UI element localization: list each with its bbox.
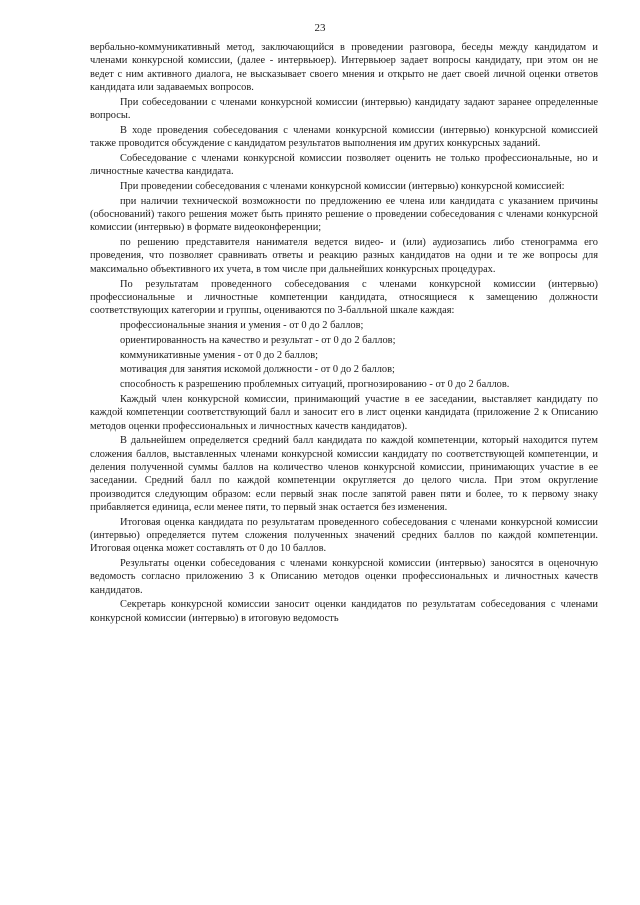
paragraph: По результатам проведенного собеседования с членами конкурсной комиссии (интервью) профессиональные и личностные компетенции кандидата, относящиеся к замещению должности соответствующих категории и группы, оцениваются по 3-балльной шкале каждая: <box>90 278 598 317</box>
paragraph: Итоговая оценка кандидата по результатам проведенного собеседования с членами конкурсной комиссии (интервью) определяется путем сложения полученных значений средних баллов по каждой компетенции. Итоговая оценка может составлять от 0 до 10 баллов. <box>90 516 598 555</box>
paragraph: коммуникативные умения - от 0 до 2 баллов; <box>120 349 318 361</box>
paragraph: Каждый член конкурсной комиссии, принимающий участие в ее заседании, выставляет кандидату по каждой компетенции соответствующий балл и заносит его в лист оценки кандидата (приложение 2 к Описанию методов оценки профессиональных и личностных качеств кандидатов). <box>90 393 598 432</box>
paragraph: При проведении собеседования с членами конкурсной комиссии (интервью) конкурсной комиссией: <box>120 180 565 192</box>
paragraph: Секретарь конкурсной комиссии заносит оценки кандидатов по результатам собеседования с членами конкурсной комиссии (интервью) в итоговую ведомость <box>90 599 598 624</box>
paragraph: вербально-коммуникативный метод, заключающийся в проведении разговора, беседы между кандидатом и членами конкурсной комиссии, (далее - интервьюер). Интервьюер задает вопросы кандидату, при этом он не ведет с ним активного диалога, не высказывает своего мнения и открыто не дает своей личной оценки ответов кандидата или задаваемых вопросов. <box>90 42 598 93</box>
page-number: 23 <box>314 22 326 34</box>
paragraph: При собеседовании с членами конкурсной комиссии (интервью) кандидату задают заранее определенные вопросы. <box>90 96 598 121</box>
paragraph: В ходе проведения собеседования с членами конкурсной комиссии (интервью) конкурсной комиссией также проводится обсуждение с кандидатом результатов выполнения им других конкурсных заданий. <box>90 124 598 150</box>
paragraph: профессиональные знания и умения - от 0 до 2 баллов; <box>120 319 364 331</box>
paragraph: при наличии технической возможности по предложению ее члена или кандидата с указанием причины (обоснований) такого решения может быть принято решение о проведении собеседования с членами конкурсной комиссии (интервью) в формате видеоконференции; <box>90 195 598 234</box>
document-body <box>90 41 598 625</box>
paragraph: мотивация для занятия искомой должности - от 0 до 2 баллов; <box>120 364 395 376</box>
paragraph: Собеседование с членами конкурсной комиссии позволяет оценить не только профессиональные, но и личностные качества кандидата. <box>90 152 598 178</box>
paragraph: ориентированность на качество и результат - от 0 до 2 баллов; <box>120 334 396 346</box>
paragraph: способность к разрешению проблемных ситуаций, прогнозированию - от 0 до 2 баллов. <box>120 379 510 391</box>
paragraph: В дальнейшем определяется средний балл кандидата по каждой компетенции, который находится путем сложения баллов, выставленных членами конкурсной комиссии кандидату по соответствующей компетенции, и деления полученной суммы баллов на количество членов конкурсной комиссии, принимающих участие в ее заседании. Средний балл по каждой компетенции округляется до целого числа. При этом округление производится следующим образом: если первый знак после запятой равен пяти и более, то к первому знаку прибавляется единица, если менее пяти, то первый знак остается без изменения. <box>90 435 598 513</box>
paragraph: по решению представителя нанимателя ведется видео- и (или) аудиозапись либо стенограмма его проведения, что позволяет сравнивать ответы и реакцию разных кандидатов на одни и те же вопросы для максимально объективного их учета, в том числе при дальнейших конкурсных процедурах. <box>90 237 598 275</box>
paragraph: Результаты оценки собеседования с членами конкурсной комиссии (интервью) заносятся в оценочную ведомость согласно приложению 3 к Описанию методов оценки профессиональных и личностных качеств кандидатов. <box>90 557 598 596</box>
